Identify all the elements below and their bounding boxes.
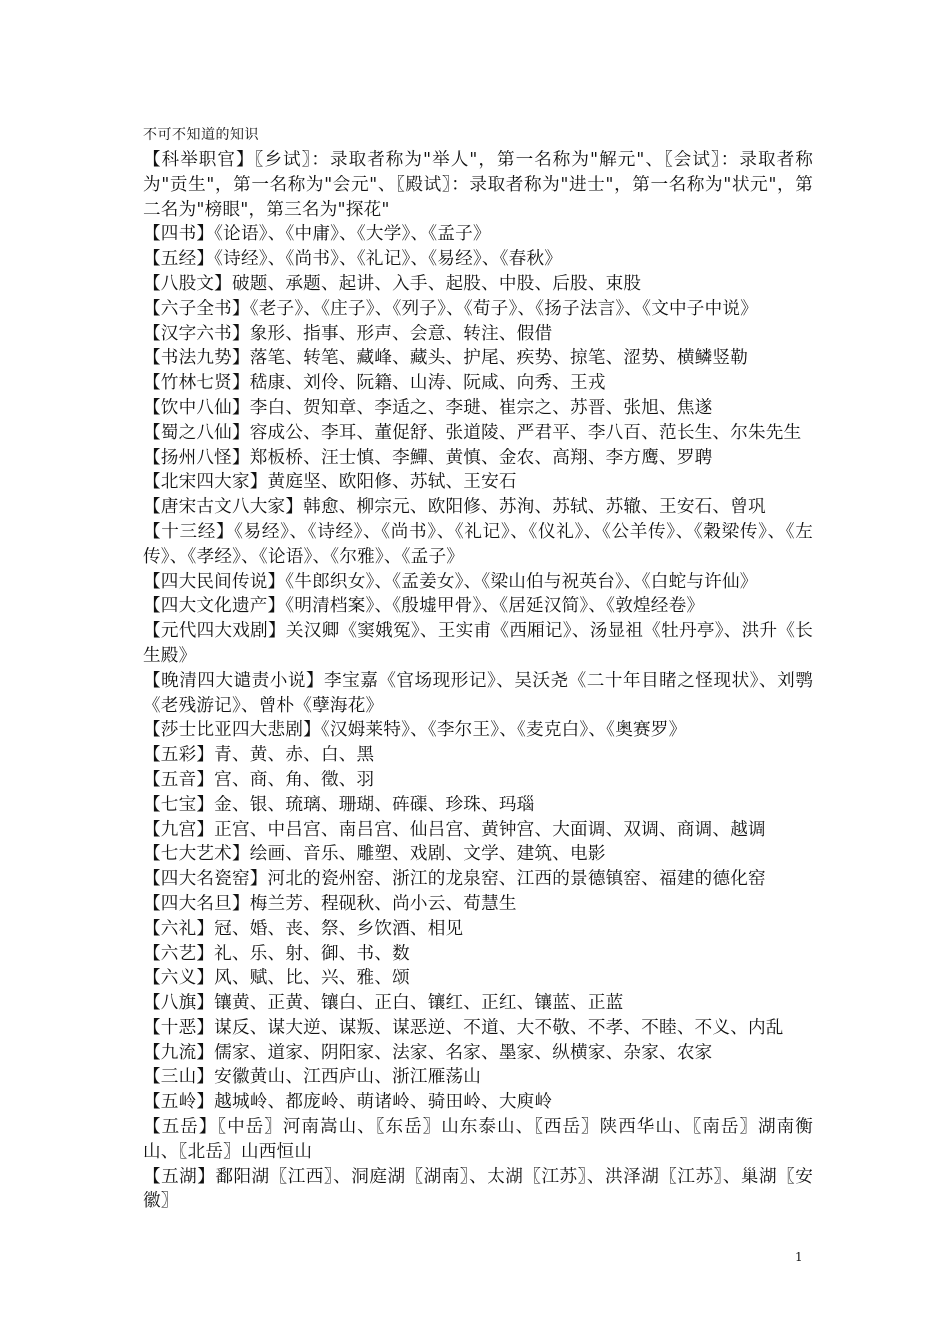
knowledge-entry: 【九流】儒家、道家、阴阳家、法家、名家、墨家、纵横家、杂家、农家 <box>143 1042 713 1063</box>
knowledge-entry: 【元代四大戏剧】关汉卿《窦娥冤》、王实甫《西厢记》、汤显祖《牡丹亭》、洪升《长生殿》 <box>143 621 813 666</box>
knowledge-entry: 【饮中八仙】李白、贺知章、李适之、李琎、崔宗之、苏晋、张旭、焦遂 <box>143 397 713 418</box>
knowledge-entry: 【北宋四大家】黄庭坚、欧阳修、苏轼、王安石 <box>143 472 517 493</box>
knowledge-entry: 【四书】《论语》、《中庸》、《大学》、《孟子》 <box>143 224 491 245</box>
knowledge-entry: 【九宫】正宫、中吕宫、南吕宫、仙吕宫、黄钟宫、大面调、双调、商调、越调 <box>143 819 766 840</box>
knowledge-entry: 【四大名旦】梅兰芳、程砚秋、尚小云、荀慧生 <box>143 893 517 914</box>
knowledge-entry: 【唐宋古文八大家】韩愈、柳宗元、欧阳修、苏洵、苏轼、苏辙、王安石、曾巩 <box>143 497 766 518</box>
knowledge-entry: 【蜀之八仙】容成公、李耳、董促舒、张道陵、严君平、李八百、范长生、尔朱先生 <box>143 422 802 443</box>
knowledge-entry: 【书法九势】落笔、转笔、藏峰、藏头、护尾、疾势、掠笔、涩势、横鳞竖勒 <box>143 348 748 369</box>
knowledge-entry: 【六艺】礼、乐、射、御、书、数 <box>143 943 410 964</box>
knowledge-entry: 【六礼】冠、婚、丧、祭、乡饮酒、相见 <box>143 918 464 939</box>
knowledge-entry: 【五音】宫、商、角、徵、羽 <box>143 769 375 790</box>
knowledge-entry: 【五彩】青、黄、赤、白、黑 <box>143 745 375 766</box>
knowledge-entry: 【十恶】谋反、谋大逆、谋叛、谋恶逆、不道、大不敬、不孝、不睦、不义、内乱 <box>143 1017 784 1038</box>
knowledge-entry: 【五岳】〖中岳〗河南嵩山、〖东岳〗山东泰山、〖西岳〗陕西华山、〖南岳〗湖南衡山、〖北岳〗山西恒山 <box>143 1117 813 1162</box>
knowledge-entry: 【五经】《诗经》、《尚书》、《礼记》、《易经》、《春秋》 <box>143 249 563 270</box>
knowledge-entry: 【四大名瓷窑】河北的瓷州窑、浙江的龙泉窑、江西的景德镇窑、福建的德化窑 <box>143 869 766 890</box>
knowledge-entry: 【七大艺术】绘画、音乐、雕塑、戏剧、文学、建筑、电影 <box>143 844 606 865</box>
knowledge-entry: 【莎士比亚四大悲剧】《汉姆莱特》、《李尔王》、《麦克白》、《奥赛罗》 <box>143 720 687 741</box>
knowledge-entry: 【四大文化遗产】《明清档案》、《殷墟甲骨》、《居延汉简》、《敦煌经卷》 <box>143 596 705 617</box>
knowledge-entry: 【四大民间传说】《牛郎织女》、《孟姜女》、《梁山伯与祝英台》、《白蛇与许仙》 <box>143 571 758 592</box>
knowledge-entry: 【十三经】《易经》、《诗经》、《尚书》、《礼记》、《仪礼》、《公羊传》、《穀梁传》、《左传》、《孝经》、《论语》、《尔雅》、《孟子》 <box>143 521 813 567</box>
knowledge-entry: 【三山】安徽黄山、江西庐山、浙江雁荡山 <box>143 1067 482 1088</box>
knowledge-entry: 【竹林七贤】嵇康、刘伶、阮籍、山涛、阮咸、向秀、王戎 <box>143 373 606 394</box>
knowledge-entry: 【五湖】鄱阳湖〖江西〗、洞庭湖〖湖南〗、太湖〖江苏〗、洪泽湖〖江苏〗、巢湖〖安徽〗 <box>143 1166 813 1212</box>
knowledge-entry: 【七宝】金、银、琉璃、珊瑚、砗磲、珍珠、玛瑙 <box>143 794 535 815</box>
knowledge-entry: 【六义】风、赋、比、兴、雅、颂 <box>143 968 410 989</box>
knowledge-entry: 【晚清四大谴责小说】李宝嘉《官场现形记》、吴沃尧《二十年目睹之怪现状》、刘鹗《老残游记》、曾朴《孽海花》 <box>143 670 813 716</box>
page-number: 1 <box>795 1250 803 1264</box>
document-body <box>143 148 813 1214</box>
knowledge-entry: 【科举职官】〖乡试〗：录取者称为"举人"，第一名称为"解元"、〖会试〗：录取者称为"贡生"，第一名称为"会元"、〖殿试〗：录取者称为"进士"，第一名称为"状元"，第二名为"榜眼"，第三名为"探花" <box>143 150 813 220</box>
document-title: 不可不知道的知识 <box>143 127 259 143</box>
knowledge-entry: 【六子全书】《老子》、《庄子》、《列子》、《荀子》、《扬子法言》、《文中子中说》 <box>143 298 758 319</box>
knowledge-entry: 【汉字六书】象形、指事、形声、会意、转注、假借 <box>143 323 553 344</box>
knowledge-entry: 【扬州八怪】郑板桥、汪士慎、李鱓、黄慎、金农、高翔、李方鹰、罗聘 <box>143 447 713 468</box>
knowledge-entry: 【八旗】镶黄、正黄、镶白、正白、镶红、正红、镶蓝、正蓝 <box>143 993 624 1014</box>
knowledge-entry: 【五岭】越城岭、都庞岭、萌诸岭、骑田岭、大庾岭 <box>143 1092 553 1113</box>
knowledge-entry: 【八股文】破题、承题、起讲、入手、起股、中股、后股、束股 <box>143 273 642 294</box>
